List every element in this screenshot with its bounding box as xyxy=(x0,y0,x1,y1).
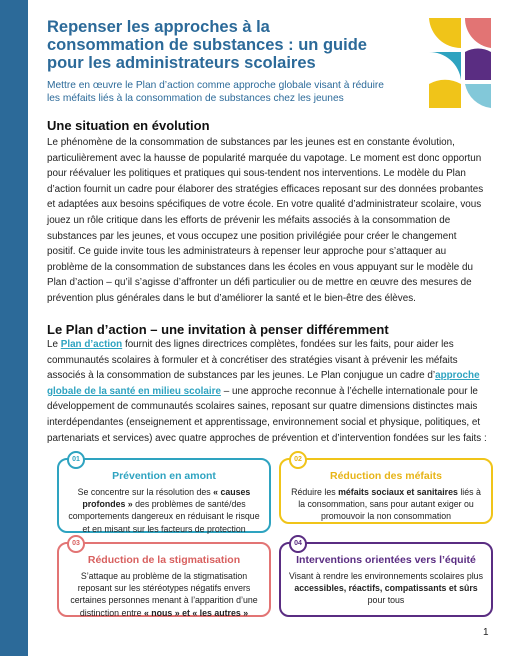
logo-icon xyxy=(427,18,491,108)
card-text: Se concentre sur la résolution des xyxy=(77,487,214,497)
card-text: S’attaque au problème de la stigmatisation reposant sur les stéréotypes négatifs envers certaines personnes menant à l’apparition d’une distinction entre xyxy=(70,571,258,618)
card-number-badge: 01 xyxy=(67,451,85,469)
section-body-plan xyxy=(47,337,487,446)
card-prevention-en-amont xyxy=(57,458,271,533)
plan-action-link[interactable]: Plan d’action xyxy=(60,339,123,350)
card-text: liés à la consommation, sans pour autant exiger ou promouvoir la non consommation xyxy=(298,487,481,522)
card-number-badge: 03 xyxy=(67,535,85,553)
card-body xyxy=(289,570,483,607)
section-body-situation: Le phénomène de la consommation de substances par les jeunes est en constante évolution, particulièrement avec la hausse de popularité marquée du vapotage. Le moment est donc opportun pour réévaluer les politiques et pratiques qui sous-tendent nos interventions. Le modèle du Plan d’action fournit un cadre pour élaborer des stratégies efficaces reposant sur des données probantes et adaptées aux besoins spécifiques de votre école. En votre qualité d’administrateur scolaire, vous jouez un rôle critique dans les efforts de prévenir les méfaits associés à la consommation de substances par les jeunes, et vous occupez une position privilégiée pour créer le changement positif. Ce guide invite tous les administrateurs à repenser leur approche pour s’attaquer au problème de la consommation de substances dans les écoles en vous appuyant sur le modèle du Plan d’action – qu’il s’agisse d’affronter un défi particulier ou de mettre en œuvre des mesures de prévention plus générales dans le but d’améliorer la santé et le bien-être des élèves. xyxy=(47,137,484,304)
card-reduction-stigmatisation xyxy=(57,542,271,617)
page-title: Repenser les approches à la consommation de substances : un guide pour les administrateurs scolaires xyxy=(47,18,367,72)
plan-text-1: Le xyxy=(47,339,61,350)
card-reduction-mefaits xyxy=(279,458,493,524)
card-body xyxy=(67,570,261,619)
card-title: Interventions orientées vers l’équité xyxy=(296,554,476,566)
approche-globale-link[interactable]: approche globale de la santé en milieu scolaire xyxy=(47,370,480,397)
card-title: Prévention en amont xyxy=(112,470,216,482)
card-bold-text: accessibles, réactifs, compatissants et sûrs xyxy=(294,583,478,594)
card-bold-text: méfaits sociaux et sanitaires xyxy=(338,487,458,497)
card-text: Visant à rendre les environnements scolaires plus xyxy=(289,571,483,581)
page-subtitle: Mettre en œuvre le Plan d’action comme approche globale visant à réduire les méfaits liés à la consommation de substances chez les jeunes xyxy=(47,80,384,104)
card-interventions-equite xyxy=(279,542,493,617)
card-text: Réduire les xyxy=(291,487,339,497)
section-heading-plan: Le Plan d’action – une invitation à penser différemment xyxy=(47,322,389,337)
card-bold-text: « nous » et « les autres » xyxy=(143,607,249,618)
plan-text-2: fournit des lignes directrices complètes, fondées sur les faits, pour aider les communautés scolaires à formuler et à concrétiser des stratégies visant à prévenir les méfaits associés à la consommation de substances par les jeunes. Le Plan conjugue un cadre d’ xyxy=(47,339,458,382)
card-title: Réduction de la stigmatisation xyxy=(87,554,241,566)
card-text: pour tous xyxy=(367,595,405,606)
card-body xyxy=(289,486,483,523)
plan-text-3: – une approche reconnue à l’échelle internationale pour le développement de communautés scolaires saines, reposant sur quatre dimensions distinctes mais interdépendantes (enseignement et apprentissage, environnement social et physique, politiques, et partenariats et services) avec quatre approches de prévention et d’intervention fondées sur les faits : xyxy=(47,385,487,444)
card-bold-text: « causes profondes » xyxy=(82,487,251,510)
page-number: 1 xyxy=(483,627,489,638)
card-number-badge: 02 xyxy=(289,451,307,469)
card-body xyxy=(67,486,261,535)
card-number-badge: 04 xyxy=(289,535,307,553)
left-color-band xyxy=(0,0,28,656)
section-heading-situation: Une situation en évolution xyxy=(47,118,210,133)
card-text: des problèmes de santé/des comportements dangereux en réduisant le risque et en misant sur les facteurs de protection xyxy=(68,499,260,534)
card-title: Réduction des méfaits xyxy=(329,470,443,482)
